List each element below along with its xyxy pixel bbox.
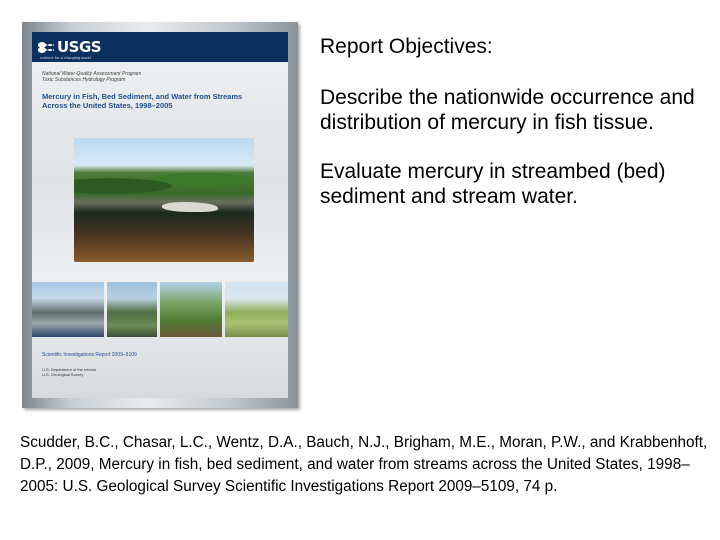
cover-department-line: U.S. Geological Survey bbox=[42, 372, 84, 377]
cover-photo-strip-2 bbox=[107, 282, 157, 337]
cover-panel bbox=[32, 32, 288, 398]
objectives-heading: Report Objectives: bbox=[320, 35, 493, 58]
cover-department-line: U.S. Department of the Interior bbox=[42, 367, 97, 372]
cover-program-line: Toxic Substances Hydrology Program bbox=[42, 77, 126, 83]
usgs-logo bbox=[38, 38, 102, 60]
photo-trees bbox=[74, 168, 254, 198]
photo-rocks bbox=[162, 202, 218, 212]
cover-header-bar bbox=[32, 32, 288, 62]
usgs-logo-text: USGS bbox=[57, 38, 102, 56]
cover-program bbox=[42, 71, 141, 83]
usgs-wave-icon bbox=[38, 40, 54, 54]
cover-photo-strip-4 bbox=[225, 282, 288, 337]
cover-photo-strip-3 bbox=[160, 282, 222, 337]
cover-program-line: National Water-Quality Assessment Program bbox=[42, 71, 142, 77]
cover-photo-strip-1 bbox=[32, 282, 104, 337]
cover-title: Mercury in Fish, Bed Sediment, and Water from Streams Across the United States, 1998–2005 bbox=[42, 92, 243, 110]
usgs-tagline: science for a changing world bbox=[40, 55, 91, 60]
objective-item: Describe the nationwide occurrence and distribution of mercury in fish tissue. bbox=[320, 86, 695, 134]
cover-department bbox=[42, 367, 96, 377]
report-objectives bbox=[320, 34, 712, 209]
report-citation: Scudder, B.C., Chasar, L.C., Wentz, D.A., Bauch, N.J., Brigham, M.E., Moran, P.W., and Krabbenhoft, D.P., 2009, Mercury in fish, bed sediment, and water from streams across the United States, 1998–2005: U.S. Geological Survey Scientific Investigations Report 2009–5109, 74 p. bbox=[20, 434, 708, 495]
report-cover-image bbox=[22, 22, 298, 408]
cover-river-photo bbox=[74, 138, 254, 262]
cover-series: Scientific Investigations Report 2009–5109 bbox=[42, 352, 137, 358]
objective-item: Evaluate mercury in streambed (bed) sediment and stream water. bbox=[320, 160, 666, 208]
